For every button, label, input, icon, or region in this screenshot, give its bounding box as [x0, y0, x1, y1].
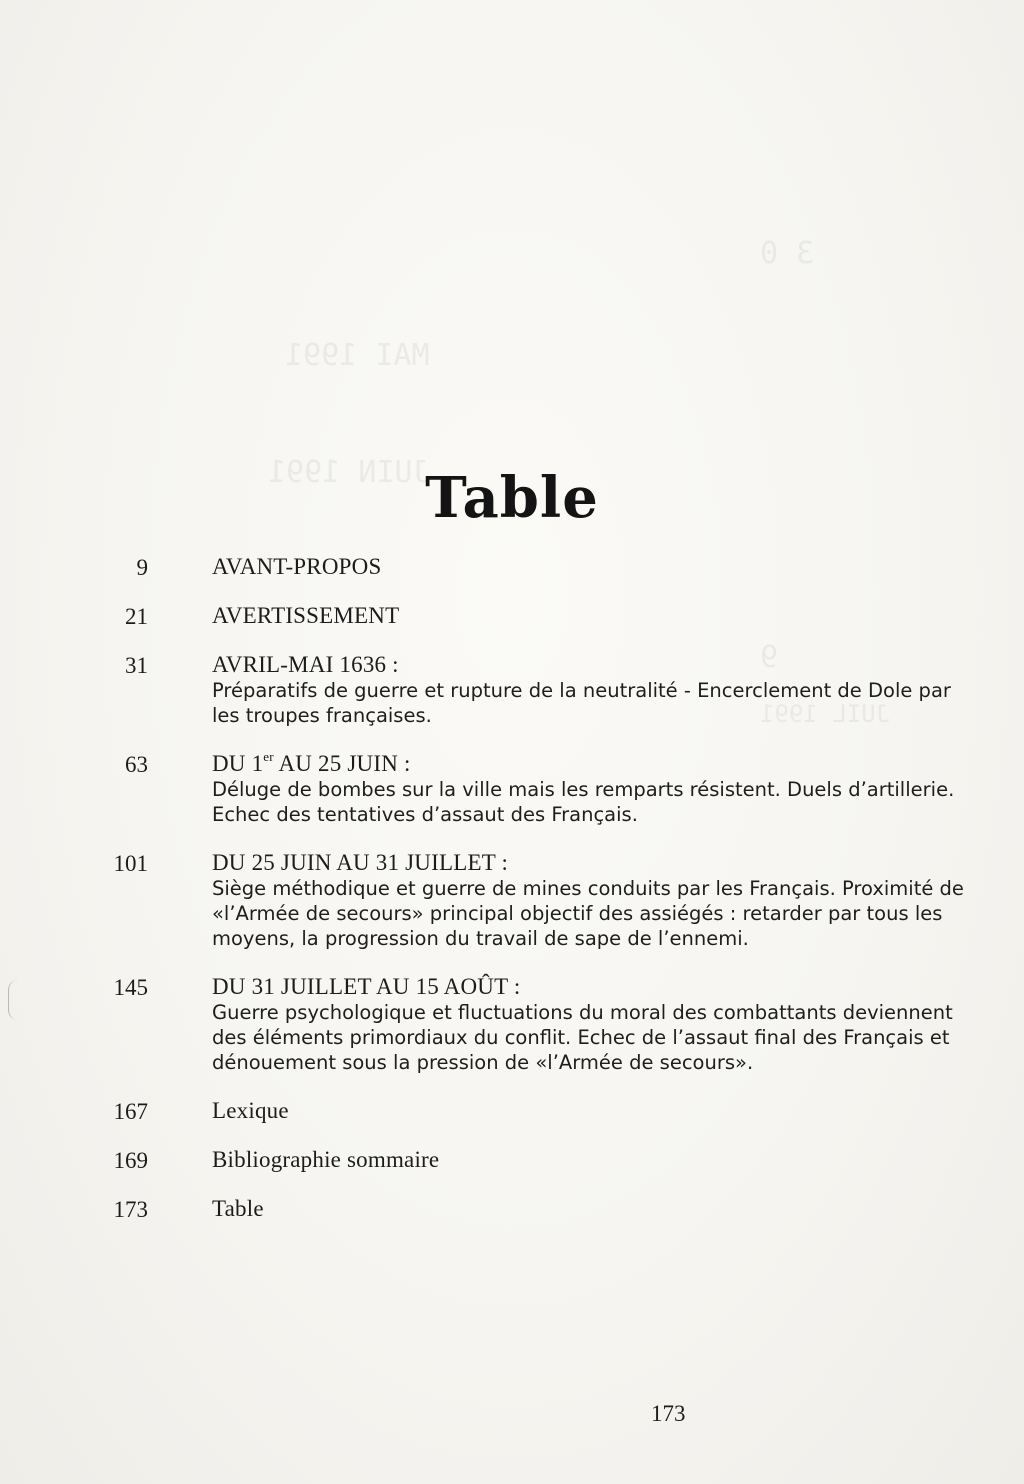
toc-entry-avertissement: [0, 603, 1024, 629]
show-through-mark: JUIL 1991: [760, 700, 891, 728]
page-footer: [0, 1401, 1024, 1431]
toc-heading: [212, 751, 972, 777]
toc-heading-prefix: DU 1: [212, 751, 264, 776]
toc-description: Guerre psychologique et fluctuations du moral des combattants deviennent des éléments primordiaux du conflit. Echec de l’assaut final des Français et dénouement sous la pression de «l’Armée de secours».: [212, 1001, 953, 1074]
toc-heading: AVANT-PROPOS: [212, 554, 382, 579]
toc-page-number: 101: [113, 851, 148, 876]
toc-heading: AVERTISSEMENT: [212, 603, 400, 628]
toc-entry-juin: [0, 751, 1024, 827]
toc-heading-suffix: AU 25 JUIN :: [273, 751, 411, 776]
toc-heading: Bibliographie sommaire: [212, 1147, 440, 1172]
toc-page-number: 9: [136, 555, 148, 580]
toc-heading: DU 31 JUILLET AU 15 AOÛT :: [212, 974, 521, 999]
toc-page-number: 63: [125, 752, 148, 777]
toc-page-number: 31: [125, 653, 148, 678]
show-through-mark: 9: [760, 640, 779, 675]
toc-page-number: 21: [125, 604, 148, 629]
show-through-mark: MAI 1991: [285, 338, 430, 373]
toc-entry-avril-mai: [0, 652, 1024, 728]
toc-entry-table: [0, 1196, 1024, 1222]
page-title: Table: [425, 464, 599, 531]
toc-entry-bibliographie: [0, 1147, 1024, 1173]
toc-page-number: 145: [113, 975, 148, 1000]
toc-description: Préparatifs de guerre et rupture de la neutralité - Encerclement de Dole par les troupes françaises.: [212, 679, 951, 727]
toc-page-number: 167: [113, 1099, 148, 1124]
toc-entry-avant-propos: [0, 554, 1024, 580]
toc-heading: Table: [212, 1196, 264, 1221]
toc-heading: Lexique: [212, 1098, 289, 1123]
toc-entry-lexique: [0, 1098, 1024, 1124]
toc-heading-superscript: er: [263, 749, 274, 765]
toc-description: Siège méthodique et guerre de mines conduits par les Français. Proximité de «l’Armée de secours» principal objectif des assiégés : retarder par tous les moyens, la progression du travail de sape de l’ennemi.: [212, 877, 964, 950]
table-of-contents: [0, 554, 1024, 1245]
toc-entry-juin-juillet: [0, 850, 1024, 951]
page-number: 173: [651, 1401, 686, 1426]
toc-heading: AVRIL-MAI 1636 :: [212, 652, 399, 677]
toc-entry-juillet-aout: [0, 974, 1024, 1075]
show-through-mark: JUIN 1991: [268, 455, 431, 490]
toc-page-number: 173: [113, 1197, 148, 1222]
show-through-mark: 3 0: [760, 236, 815, 271]
toc-page-number: 169: [113, 1148, 148, 1173]
toc-heading: DU 25 JUIN AU 31 JUILLET :: [212, 850, 509, 875]
toc-description: Déluge de bombes sur la ville mais les remparts résistent. Duels d’artillerie. Echec des tentatives d’assaut des Français.: [212, 778, 955, 826]
